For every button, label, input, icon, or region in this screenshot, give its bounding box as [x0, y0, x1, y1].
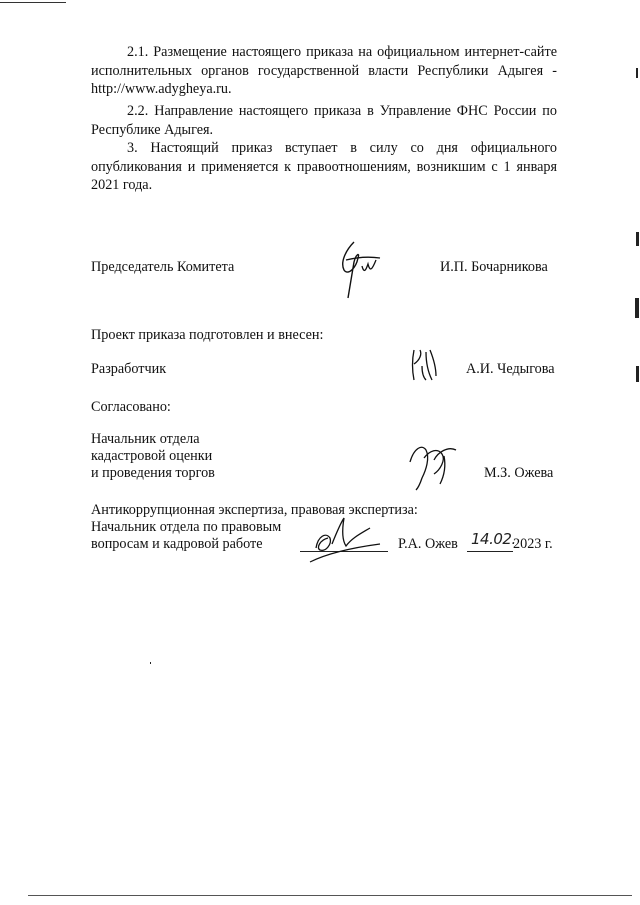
scan-edge-mark: [636, 232, 639, 246]
scan-edge-mark: [635, 298, 639, 318]
chairman-title: Председатель Комитета: [91, 259, 235, 275]
expertise-name: Р.А. Ожев: [398, 536, 458, 552]
handwritten-date-text: 14.02.: [471, 530, 516, 548]
scan-dust: [150, 662, 151, 664]
dept-head-signature: [404, 440, 460, 492]
dept-head-title-line-1: Начальник отдела: [91, 431, 200, 447]
expertise-title-line-1: Начальник отдела по правовым: [91, 519, 282, 535]
expertise-year: 2023 г.: [513, 536, 553, 552]
agreed-label: Согласовано:: [91, 399, 171, 415]
developer-name: А.И. Чедыгова: [466, 361, 555, 377]
top-scan-line: [0, 2, 66, 3]
expertise-signature: [306, 514, 382, 564]
prepared-by-label: Проект приказа подготовлен и внесен:: [91, 327, 324, 343]
item-3: 3. Настоящий приказ вступает в силу со дня официального опубликования и применяется к правоотношениям, возникшим с 1 января 2021 года.: [91, 140, 557, 193]
dept-head-name: М.З. Ожева: [484, 465, 554, 481]
expertise-heading: Антикоррупционная экспертиза, правовая экспертиза:: [91, 502, 418, 518]
dept-head-title-line-3: и проведения торгов: [91, 465, 215, 481]
developer-title: Разработчик: [91, 361, 167, 377]
handwritten-date: [467, 530, 516, 552]
chairman-name: И.П. Бочарникова: [440, 259, 548, 275]
bottom-scan-line: [28, 895, 632, 896]
scan-edge-mark: [636, 366, 639, 382]
developer-signature: [408, 346, 440, 384]
scan-edge-mark: [636, 68, 638, 78]
item-2-2: 2.2. Направление настоящего приказа в Управление ФНС России по Республике Адыгея.: [91, 103, 557, 138]
dept-head-title-line-2: кадастровой оценки: [91, 448, 213, 464]
expertise-title-line-2: вопросам и кадровой работе: [91, 536, 263, 552]
chairman-signature: [336, 240, 386, 302]
item-2-1: 2.1. Размещение настоящего приказа на официальном интернет-сайте исполнительных органов государственной власти Республики Адыгея - http://www.adygheya.ru.: [91, 44, 557, 97]
